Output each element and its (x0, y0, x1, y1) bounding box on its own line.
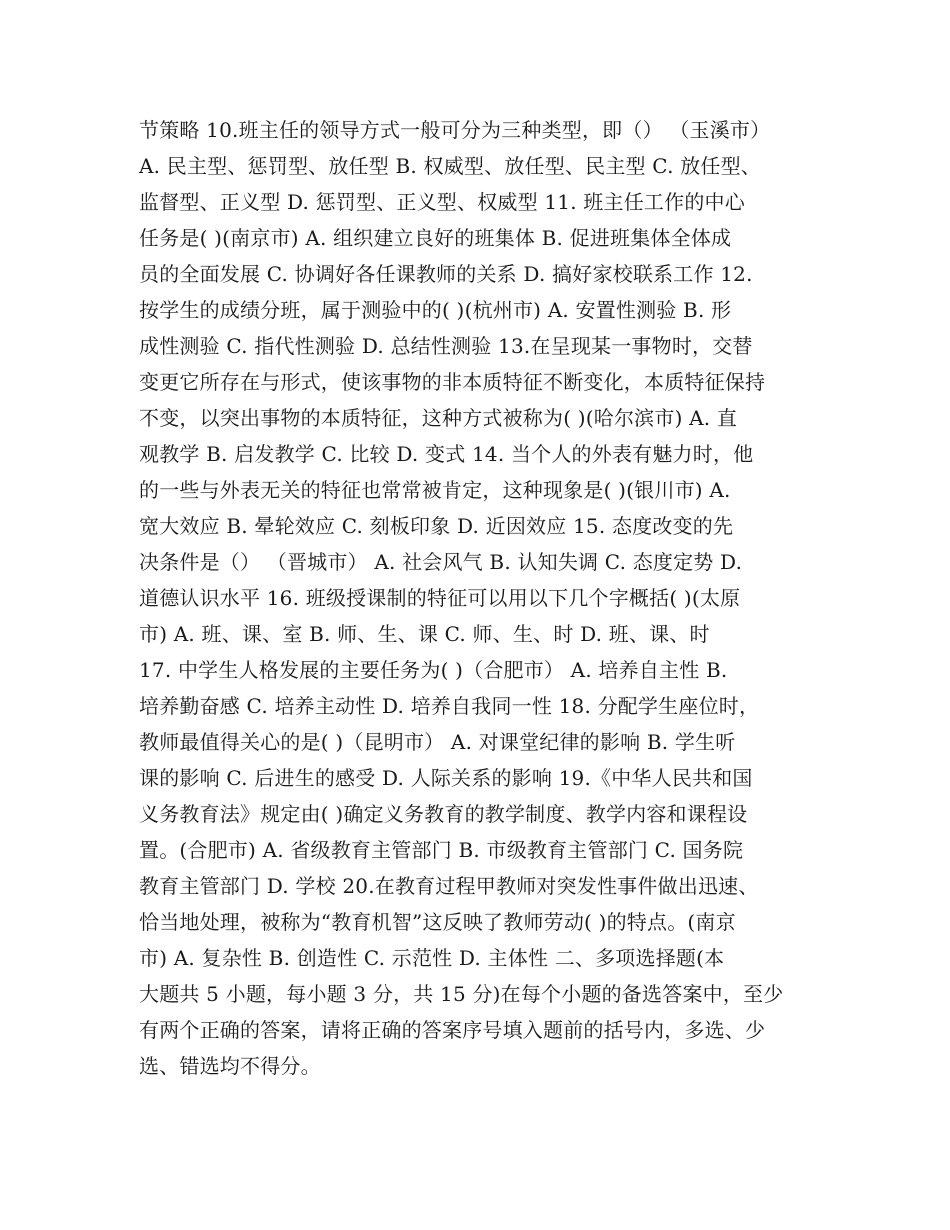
text-line: 员的全面发展 C. 协调好各任课教师的关系 D. 搞好家校联系工作 12. (139, 262, 753, 286)
text-line: 培养勤奋感 C. 培养主动性 D. 培养自我同一性 18. 分配学生座位时， (139, 694, 760, 718)
text-line: 义务教育法》规定由( )确定义务教育的教学制度、教学内容和课程设 (139, 802, 748, 826)
text-line: 选、错选均不得分。 (139, 1054, 321, 1078)
text-line: 有两个正确的答案，请将正确的答案序号填入题前的括号内，多选、少 (139, 1018, 766, 1042)
text-line: 市) A. 班、课、室 B. 师、生、课 C. 师、生、时 D. 班、课、时 (139, 622, 710, 646)
text-line: 17. 中学生人格发展的主要任务为( )（合肥市） A. 培养自主性 B. (139, 658, 728, 682)
text-line: 教育主管部门 D. 学校 20.在教育过程甲教师对突发性事件做出迅速、 (139, 874, 759, 898)
text-line: 变更它所存在与形式，使该事物的非本质特征不断变化，本质特征保持 (139, 370, 766, 394)
text-line: 观教学 B. 启发教学 C. 比较 D. 变式 14. 当个人的外表有魅力时，他 (139, 442, 754, 466)
text-line: 课的影响 C. 后进生的感受 D. 人际关系的影响 19.《中华人民共和国 (139, 766, 753, 790)
text-line: 教师最值得关心的是( )（昆明市） A. 对课堂纪律的影响 B. 学生听 (139, 730, 736, 754)
document-body (139, 112, 819, 1084)
text-line: 节策略 10.班主任的领导方式一般可分为三种类型，即（） （玉溪市） (139, 118, 771, 142)
text-line: 的一些与外表无关的特征也常常被肯定，这种现象是( )(银川市) A. (139, 478, 731, 502)
text-line: 按学生的成绩分班，属于测验中的( )(杭州市) A. 安置性测验 B. 形 (139, 298, 732, 322)
text-line: 市) A. 复杂性 B. 创造性 C. 示范性 D. 主体性 二、多项选择题(本 (139, 946, 725, 970)
text-line: 大题共 5 小题，每小题 3 分，共 15 分)在每个小题的备选答案中，至少 (139, 982, 784, 1006)
text-line: 任务是( )(南京市) A. 组织建立良好的班集体 B. 促进班集体全体成 (139, 226, 732, 250)
text-line: A. 民主型、惩罚型、放任型 B. 权威型、放任型、民主型 C. 放任型、 (139, 154, 761, 178)
text-line: 置。(合肥市) A. 省级教育主管部门 B. 市级教育主管部门 C. 国务院 (139, 838, 744, 862)
text-line: 成性测验 C. 指代性测验 D. 总结性测验 13.在呈现某一事物时，交替 (139, 334, 753, 358)
text-line: 监督型、正义型 D. 惩罚型、正义型、权威型 11. 班主任工作的中心 (139, 190, 745, 214)
text-line: 宽大效应 B. 晕轮效应 C. 刻板印象 D. 近因效应 15. 态度改变的先 (139, 514, 734, 538)
text-line: 不变，以突出事物的本质特征，这种方式被称为( )(哈尔滨市) A. 直 (139, 406, 738, 430)
text-line: 道德认识水平 16. 班级授课制的特征可以用以下几个字概括( )(太原 (139, 586, 741, 610)
text-line: 决条件是（） （晋城市） A. 社会风气 B. 认知失调 C. 态度定势 D. (139, 550, 743, 574)
text-line: 恰当地处理，被称为“教育机智”这反映了教师劳动( )的特点。(南京 (139, 910, 736, 934)
